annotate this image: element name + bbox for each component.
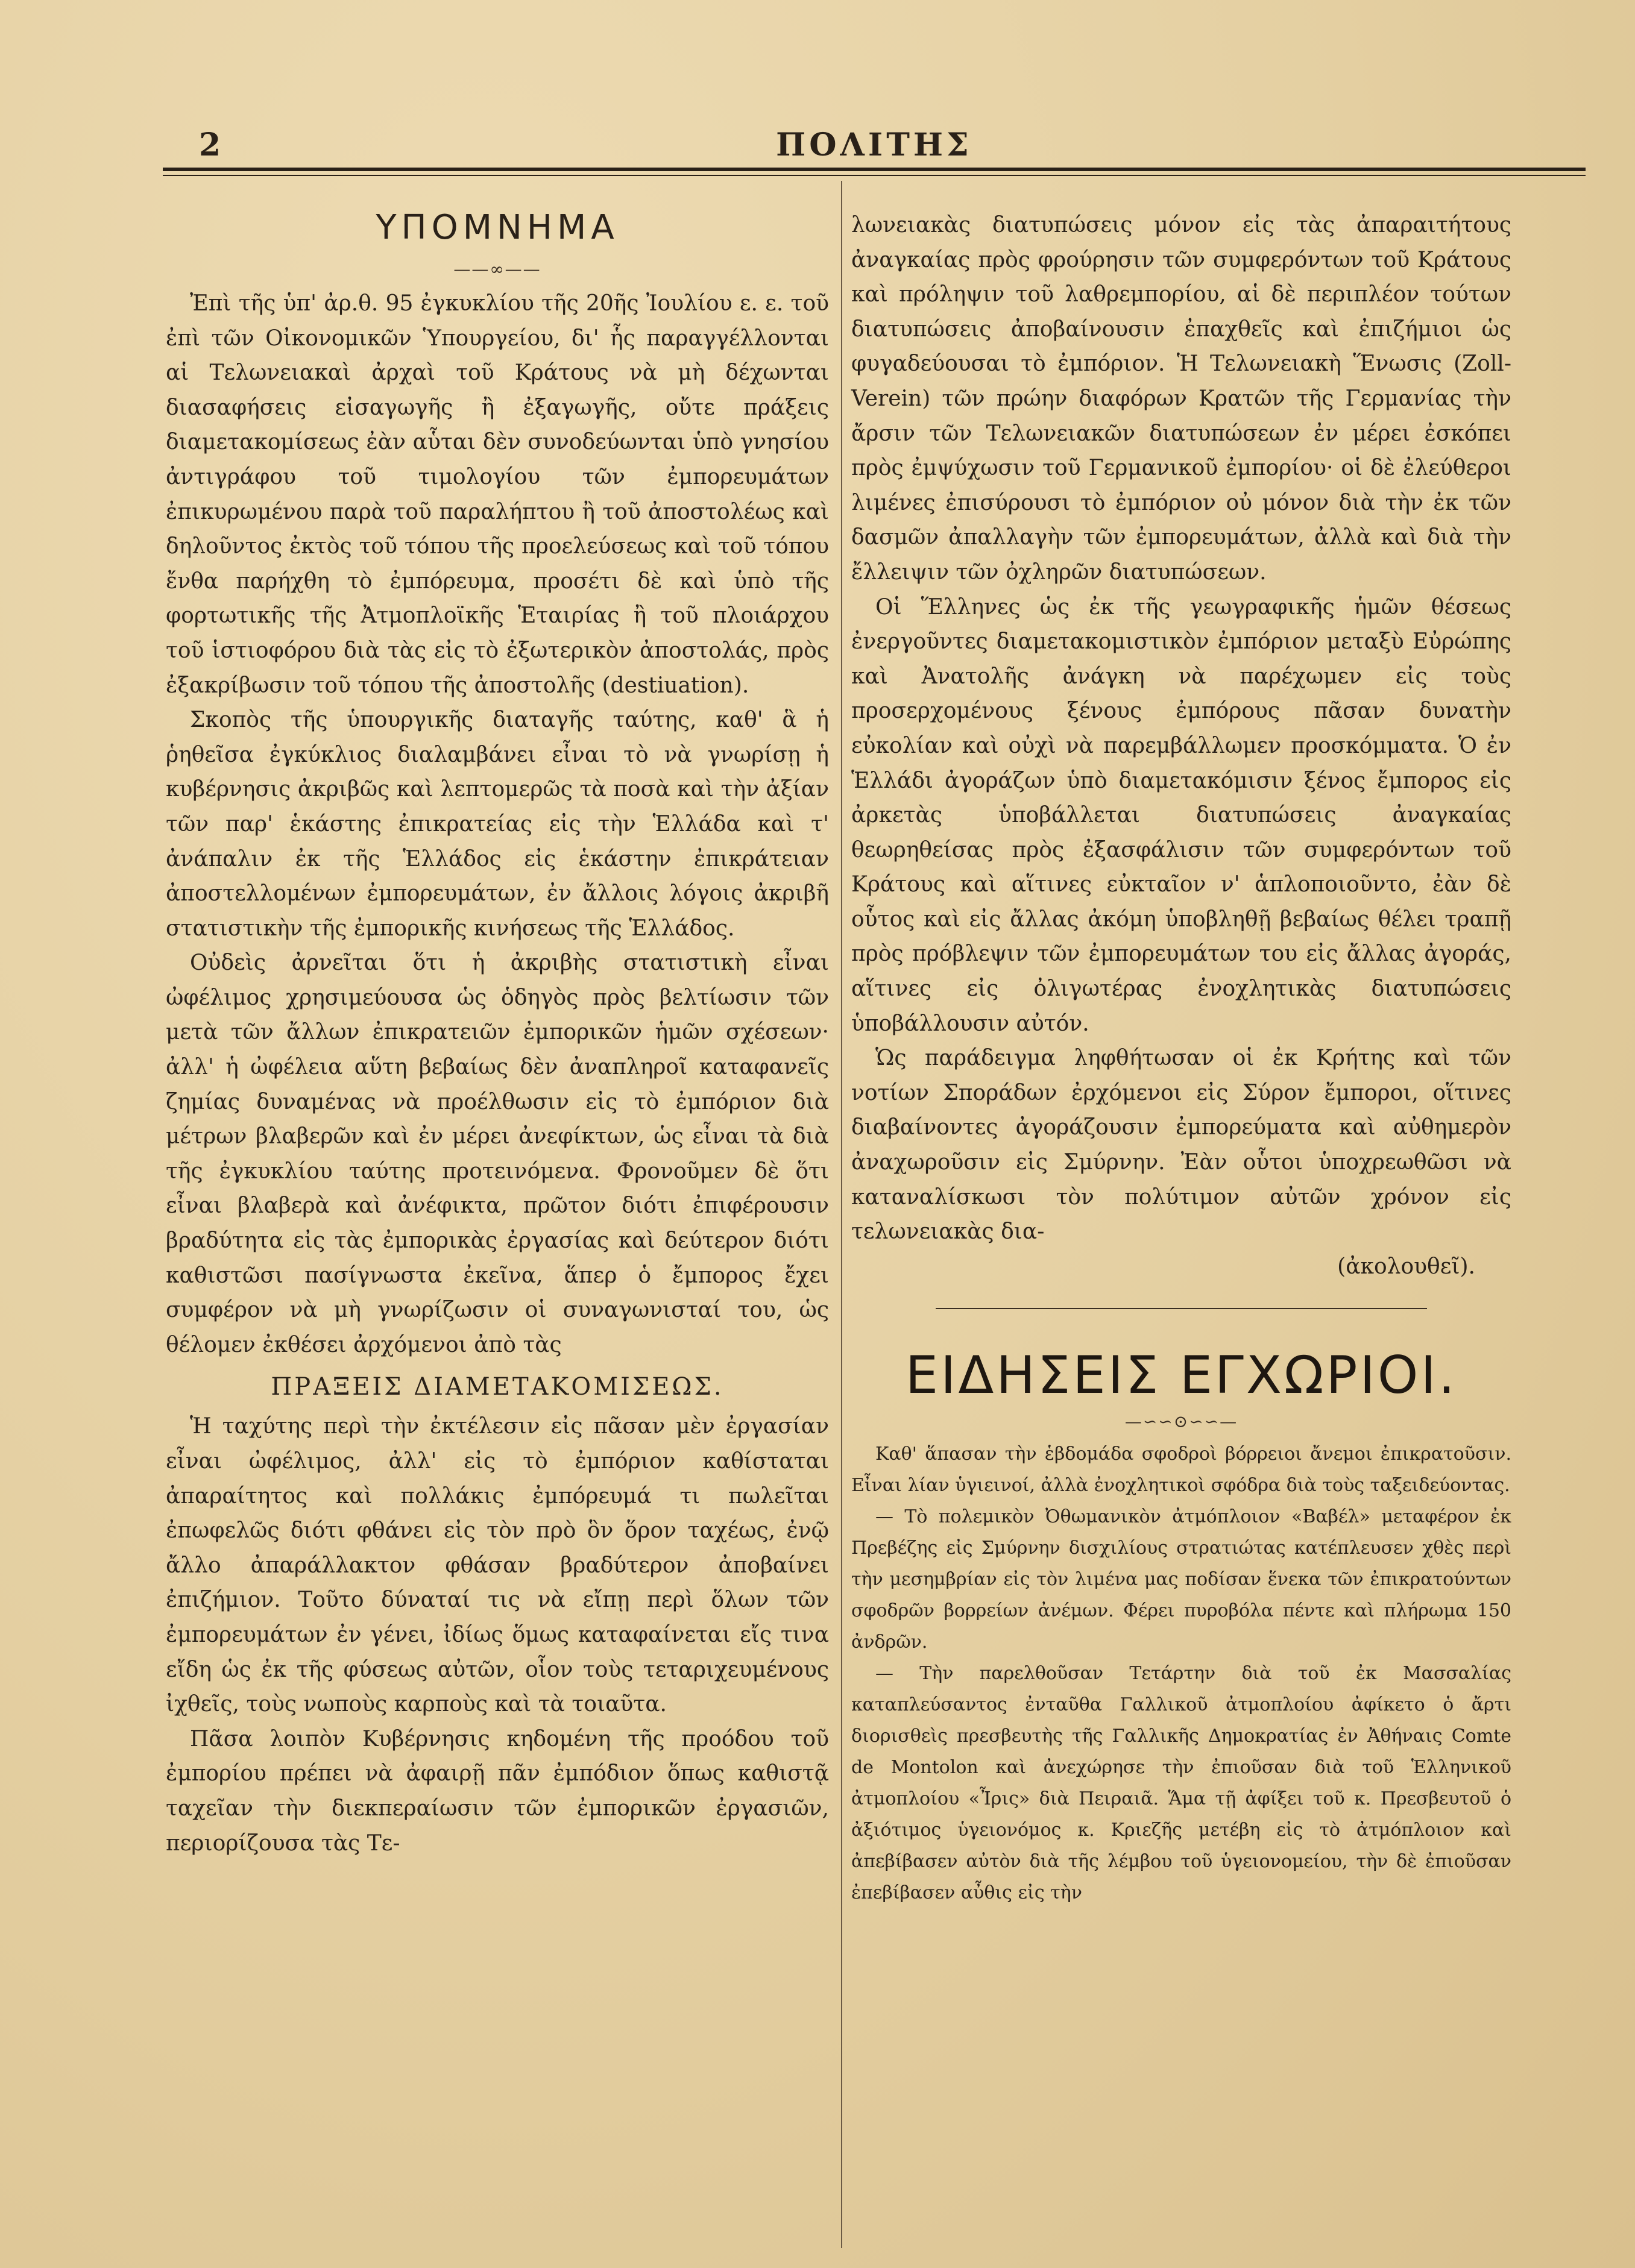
news-item: — Τὴν παρελθοῦσαν Τετάρτην διὰ τοῦ ἐκ Μασσαλίας καταπλεύσαντος ἐνταῦθα Γαλλικοῦ ἀτμοπλοίου ἀφίκετο ὁ ἄρτι διορισθεὶς πρεσβευτὴς τῆς Γαλλικῆς Δημοκρατίας ἐν Ἀθήναις Comte de Montolon καὶ ἀνεχώρησε τὴν ἐπιοῦσαν διὰ τοῦ Ἑλληνικοῦ ἀτμοπλοίου «Ἶρις» διὰ Πειραιᾶ. Ἅμα τῇ ἀφίξει τοῦ κ. Πρεσβευτοῦ ὁ ἀξιότιμος ὑγειονόμος κ. Κριεζῆς μετέβη εἰς τὸ ἀτμόπλοιον καὶ ἀπεβίβασεν αὐτὸν διὰ τῆς λέμβου τοῦ ὑγειονομείου, τὴν δὲ ἐπιοῦσαν ἐπεβίβασεν αὖθις εἰς τὴν xyxy=(851,1663,1511,1904)
article-paragraph: λωνειακὰς διατυπώσεις μόνον εἰς τὰς ἀπαραιτήτους ἀναγκαίας πρὸς φρούρησιν τῶν συμφερόντων τοῦ Κράτους καὶ πρόληψιν τοῦ λαθρεμπορίου, αἱ δὲ περιπλέον τούτων διατυπώσεις ἀποβαίνουσιν ἐπαχθεῖς καὶ ἐπιζήμιοι ὡς φυγαδεύουσαι τὸ ἐμπόριον. Ἡ Τελωνειακὴ Ἕνωσις (Zoll-Verein) τῶν πρώην διαφόρων Κρατῶν τῆς Γερμανίας τὴν ἄρσιν τῶν Τελωνειακῶν διατυπώσεων ἐν μέρει ἐσκόπει πρὸς ἐμψύχωσιν τοῦ Γερμανικοῦ ἐμπορίου· οἱ δὲ ἐλεύθεροι λιμένες ἐπισύρουσι τὸ ἐμπόριον οὐ μόνον διὰ τὴν ἐκ τῶν δασμῶν ἀπαλλαγὴν τῶν ἐμπορευμάτων, ἀλλὰ καὶ διὰ τὴν ἔλλειψιν τῶν ὀχληρῶν διατυπώσεων. xyxy=(851,213,1511,585)
header-rule-thin xyxy=(163,175,1586,176)
column-divider xyxy=(841,181,842,2248)
news-item: — Τὸ πολεμικὸν Ὀθωμανικὸν ἀτμόπλοιον «Βαβέλ» μεταφέρον ἐκ Πρεβέζης εἰς Σμύρνην δισχιλίους στρατιώτας κατέπλευσεν χθὲς περὶ τὴν μεσημβρίαν εἰς τὸν λιμένα μας ποδίσαν ἕνεκα τῶν ἐπικρατούντων σφοδρῶν βορρείων ἀνέμων. Φέρει πυροβόλα πέντε καὶ πλήρωμα 150 ἀνδρῶν. xyxy=(851,1506,1511,1653)
masthead: ΠΟΛΙΤΗΣ xyxy=(776,127,972,163)
section-ornament: —∽∽⊙∽∽— xyxy=(1124,1412,1238,1432)
continued-note: (ἀκολουθεῖ). xyxy=(1337,1254,1475,1279)
article-paragraph: Σκοπὸς τῆς ὑπουργικῆς διαταγῆς ταύτης, καθ' ἃ ἡ ῥηθεῖσα ἐγκύκλιος διαλαμβάνει εἶναι τὸ νὰ γνωρίσῃ ἡ κυβέρνησις ἀκριβῶς καὶ λεπτομερῶς τὰ ποσὰ καὶ τὴν ἀξίαν τῶν παρ' ἑκάστης ἐπικρατείας εἰς τὴν Ἑλλάδα καὶ τ' ἀνάπαλιν ἐκ τῆς Ἑλλάδος εἰς ἑκάστην ἐπικράτειαν ἀποστελλομένων ἐμπορευμάτων, ἐν ἄλλοις λόγοις ἀκριβῆ στατιστικὴν τῆς ἐμπορικῆς κινήσεως τῆς Ἑλλάδος. xyxy=(166,708,829,941)
memorandum-heading: ΥΠΟΜΝΗΜΑ xyxy=(376,208,619,247)
right-column xyxy=(851,208,1511,1909)
article-paragraph: Ὡς παράδειγμα ληφθήτωσαν οἱ ἐκ Κρήτης καὶ τῶν νοτίων Σποράδων ἐρχόμενοι εἰς Σύρον ἔμποροι, οἵτινες διαβαίνοντες ἀγοράζουσιν ἐμπορεύματα καὶ αὐθημερὸν ἀναχωροῦσιν εἰς Σμύρνην. Ἐὰν οὗτοι ὑποχρεωθῶσι νὰ καταναλίσκωσι τὸν πολύτιμον αὐτῶν χρόνον εἰς τελωνειακὰς δια- xyxy=(851,1046,1511,1245)
header-rule xyxy=(163,168,1586,171)
page-header xyxy=(169,127,1580,169)
article-paragraph: Οἱ Ἕλληνες ὡς ἐκ τῆς γεωγραφικῆς ἡμῶν θέσεως ἐνεργοῦντες διαμετακομιστικὸν ἐμπόριον μεταξὺ Εὐρώπης καὶ Ἀνατολῆς ἀνάγκη νὰ παρέχωμεν εἰς τοὺς προσερχομένους ξένους ἐμπόρους πᾶσαν δυνατὴν εὐκολίαν καὶ οὐχὶ νὰ παρεμβάλλωμεν προσκόμματα. Ὁ ἐν Ἑλλάδι ἀγοράζων ὑπὸ διαμετακόμισιν ξένος ἔμπορος εἰς ἀρκετὰς ὑποβάλλεται διατυπώσεις ἀναγκαίας θεωρηθείσας πρὸς ἐξασφάλισιν τῶν συμφερόντων τοῦ Κράτους καὶ αἵτινες εὐκταῖον ν' ἁπλοποιοῦντο, ἐὰν δὲ οὗτος καὶ εἰς ἄλλας ἀκόμη ὑποβληθῇ βεβαίως θέλει τραπῇ πρὸς πρόβλεψιν τῶν ἐμπορευμάτων του εἰς ἄλλας ἀγοράς, αἵτινες εἰς ὀλιγωτέρας ἐνοχλητικὰς διατυπώσεις ὑποβάλλουσιν αὐτόν. xyxy=(851,594,1511,1036)
article-paragraph: Ἡ ταχύτης περὶ τὴν ἐκτέλεσιν εἰς πᾶσαν μὲν ἐργασίαν εἶναι ὠφέλιμος, ἀλλ' εἰς τὸ ἐμπόριον καθίσταται ἀπαραίτητος καὶ πολλάκις ἐμπόρευμά τι πωλεῖται ἐπωφελῶς διότι φθάνει εἰς τὸν πρὸ ὃν ὅρον ταχέως, ἐνῷ ἄλλο ἀπαράλλακτον φθάσαν βραδύτερον ἀποβαίνει ἐπιζήμιον. Τοῦτο δύναταί τις νὰ εἴπῃ περὶ ὅλων τῶν ἐμπορευμάτων ἐν γένει, ἰδίως ὅμως καταφαίνεται εἴς τινα εἴδη ὡς ἐκ τῆς φύσεως αὐτῶν, οἷον τοὺς τεταριχευμένους ἰχθεῖς, τοὺς νωποὺς καρποὺς καὶ τὰ τοιαῦτα. xyxy=(166,1414,829,1717)
left-column xyxy=(166,208,829,1861)
page-number: 2 xyxy=(199,127,221,163)
article-paragraph: Πᾶσα λοιπὸν Κυβέρνησις κηδομένη τῆς προόδου τοῦ ἐμπορίου πρέπει νὰ ἀφαιρῇ πᾶν ἐμπόδιον ὅπως καθιστᾷ ταχεῖαν τὴν διεκπεραίωσιν τῶν ἐμπορικῶν ἐργασιῶν, περιορίζουσα τὰς Τε- xyxy=(166,1726,829,1856)
heading-ornament: ——∞—— xyxy=(453,259,541,279)
article-subheading: ΠΡΑΞΕΙΣ ΔΙΑΜΕΤΑΚΟΜΙΣΕΩΣ. xyxy=(271,1373,724,1401)
local-news-title: ΕΙΔΗΣΕΙΣ ΕΓΧΩΡΙΟΙ. xyxy=(905,1345,1458,1406)
article-paragraph: Ἐπὶ τῆς ὑπ' ἀρ.θ. 95 ἐγκυκλίου τῆς 20ῆς Ἰουλίου ε. ε. τοῦ ἐπὶ τῶν Οἰκονομικῶν Ὑπουργείου, δι' ἧς παραγγέλλονται αἱ Τελωνειακαὶ ἀρχαὶ τοῦ Κράτους νὰ μὴ δέχωνται διασαφήσεις εἰσαγωγῆς ἢ ἐξαγωγῆς, οὔτε πράξεις διαμετακομίσεως ἐὰν αὗται δὲν συνοδεύωνται ὑπὸ γνησίου ἀντιγράφου τοῦ τιμολογίου τῶν ἐμπορευμάτων ἐπικυρωμένου παρὰ τοῦ παραλήπτου ἢ τοῦ ἀποστολέως καὶ δηλοῦντος ἐκτὸς τοῦ τόπου τῆς προελεύσεως καὶ τοῦ τόπου ἔνθα παρήχθη τὸ ἐμπόρευμα, προσέτι δὲ καὶ ὑπὸ τῆς φορτωτικῆς τῆς Ἀτμοπλοϊκῆς Ἑταιρίας ἢ τοῦ πλοιάρχου τοῦ ἱστιοφόρου διὰ τὰς εἰς τὸ ἐξωτερικὸν ἀποστολάς, πρὸς ἐξακρίβωσιν τοῦ τόπου τῆς ἀποστολῆς (destiuation). xyxy=(166,291,829,698)
news-item: Καθ' ἅπασαν τὴν ἑβδομάδα σφοδροὶ βόρρειοι ἄνεμοι ἐπικρατοῦσιν. Εἶναι λίαν ὑγιεινοί, ἀλλὰ ἐνοχλητικοὶ σφόδρα διὰ τοὺς ταξειδεύοντας. xyxy=(851,1443,1511,1497)
article-paragraph: Οὐδεὶς ἀρνεῖται ὅτι ἡ ἀκριβὴς στατιστικὴ εἶναι ὠφέλιμος χρησιμεύουσα ὡς ὁδηγὸς πρὸς βελτίωσιν τῶν μετὰ τῶν ἄλλων ἐπικρατειῶν ἐμπορικῶν ἡμῶν σχέσεων· ἀλλ' ἡ ὠφέλεια αὕτη βεβαίως δὲν ἀναπληροῖ καταφανεῖς ζημίας δυναμένας νὰ προέλθωσιν εἰς τὸ ἐμπόριον διὰ μέτρων βλαβερῶν καὶ ἐν μέρει ἀνεφίκτων, ὡς εἶναι τὰ διὰ τῆς ἐγκυκλίου ταύτης προτεινόμενα. Φρονοῦμεν δὲ ὅτι εἶναι βλαβερὰ καὶ ἀνέφικτα, πρῶτον διότι ἐπιφέρουσιν βραδύτητα εἰς τὰς ἐμπορικὰς ἐργασίας καὶ δεύτερον διότι καθιστῶσι πασίγνωστα ἐκεῖνα, ἅπερ ὁ ἔμπορος ἔχει συμφέρον νὰ μὴ γνωρίζωσιν οἱ συναγωνισταί του, ὡς θέλομεν ἐκθέσει ἀρχόμενοι ἀπὸ τὰς xyxy=(166,950,829,1357)
section-divider xyxy=(936,1308,1427,1309)
